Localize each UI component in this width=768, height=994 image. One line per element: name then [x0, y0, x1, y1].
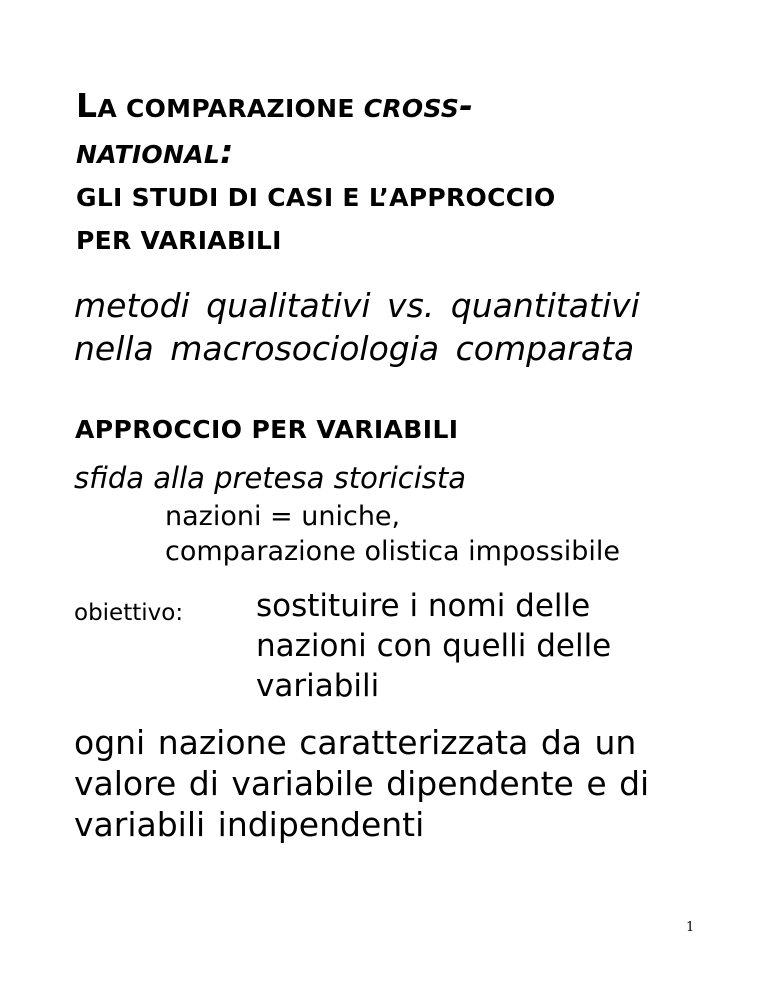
- ogni-paragraph: [74, 722, 734, 845]
- section-heading: APPROCCIO PER VARIABILI: [75, 415, 459, 444]
- page-number: 1: [686, 920, 695, 935]
- obiettivo-line-1: sostituire i nomi delle: [256, 588, 591, 624]
- sfida-heading: sfida alla pretesa storicista: [74, 461, 467, 495]
- obiettivo-line-2: nazioni con quelli delle: [256, 628, 612, 664]
- ogni-line-1: ogni nazione caratterizzata da un: [74, 723, 637, 762]
- subtitle: [74, 284, 754, 370]
- ogni-line-2: valore di variabile dipendente e di: [74, 764, 650, 803]
- title-line-2: NATIONAL:: [76, 132, 234, 171]
- title-line-1: LA COMPARAZIONE CROSS-: [76, 86, 474, 125]
- title-line-3: GLI STUDI DI CASI E L’APPROCCIO: [76, 183, 556, 212]
- obiettivo-text: [256, 586, 726, 706]
- obiettivo-line-3: variabili: [256, 668, 380, 704]
- obiettivo-label: obiettivo:: [74, 600, 184, 626]
- sfida-item-2: comparazione olistica impossibile: [165, 536, 620, 567]
- ogni-line-3: variabili indipendenti: [74, 805, 425, 844]
- sfida-item-1: nazioni = uniche,: [165, 501, 401, 532]
- subtitle-line-1: metodi qualitativi vs. quantitativi: [74, 286, 640, 325]
- page-title: [76, 84, 736, 262]
- title-line-4: PER VARIABILI: [76, 226, 282, 255]
- subtitle-line-2: nella macrosociologia comparata: [74, 329, 635, 368]
